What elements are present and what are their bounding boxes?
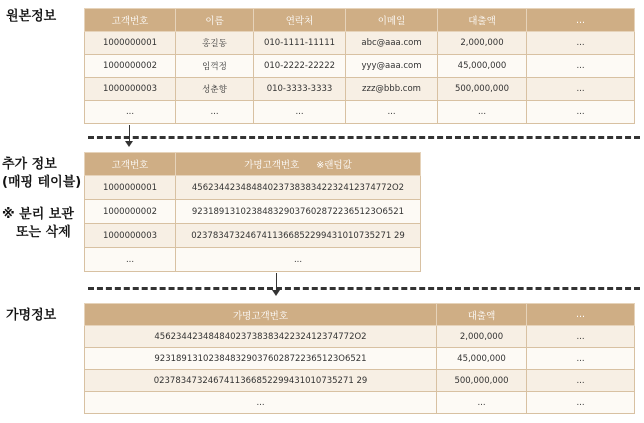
table-row: [85, 348, 635, 370]
table-cell: 성춘향: [176, 78, 254, 101]
table-cell: yyy@aaa.com: [346, 55, 438, 78]
column-header: 이메일: [346, 9, 438, 32]
additional-info-label: 추가 정보: [2, 157, 57, 172]
table-row: [85, 55, 635, 78]
table-cell: ...: [527, 101, 635, 124]
mapping-table: [84, 152, 421, 272]
table-cell: 1000000001: [85, 32, 176, 55]
table-cell: 45,000,000: [437, 348, 527, 370]
dashed-separator: [88, 136, 640, 139]
table-cell: 1000000002: [85, 55, 176, 78]
table-cell: 500,000,000: [437, 370, 527, 392]
table-cell: ...: [254, 101, 346, 124]
table-row: [85, 224, 421, 248]
mapping-table-label: (매핑 테이블): [2, 175, 82, 190]
arrow-down-icon: [272, 290, 280, 296]
table-cell: abc@aaa.com: [346, 32, 438, 55]
column-header: 고객번호: [85, 153, 176, 176]
table-cell: ...: [85, 101, 176, 124]
table-row: [85, 392, 635, 414]
table-cell: 1000000003: [85, 224, 176, 248]
table-cell: ...: [85, 392, 437, 414]
separate-storage-label: ※ 분리 보관: [2, 207, 74, 222]
table-cell: 45,000,000: [438, 55, 527, 78]
random-value-note: ※랜덤값: [316, 160, 352, 171]
table-row: [85, 370, 635, 392]
table-row: [85, 200, 421, 224]
table-cell: 4562344234848402373838342232412374772O2: [176, 176, 421, 200]
column-header: 연락처: [254, 9, 346, 32]
table-cell: 2,000,000: [437, 326, 527, 348]
table-row: [85, 248, 421, 272]
table-cell: ...: [527, 55, 635, 78]
table-row: [85, 176, 421, 200]
pseudonym-table-header: [85, 304, 635, 326]
table-cell: ...: [527, 78, 635, 101]
table-row: [85, 326, 635, 348]
original-info-label: 원본정보: [6, 9, 57, 24]
table-cell: 010-3333-3333: [254, 78, 346, 101]
table-cell: ...: [527, 370, 635, 392]
column-header: ...: [527, 9, 635, 32]
table-cell: 010-2222-22222: [254, 55, 346, 78]
table-cell: 4562344234848402373838342232412374772O2: [85, 326, 437, 348]
column-header: 이름: [176, 9, 254, 32]
table-cell: zzz@bbb.com: [346, 78, 438, 101]
column-header: 대출액: [437, 304, 527, 326]
column-header: 가명고객번호: [85, 304, 437, 326]
column-header: [176, 153, 421, 176]
table-cell: 임꺽정: [176, 55, 254, 78]
table-cell: ...: [527, 32, 635, 55]
table-cell: 1000000001: [85, 176, 176, 200]
table-cell: 9231891310238483290376028722365123O6521: [176, 200, 421, 224]
table-cell: 1000000003: [85, 78, 176, 101]
column-header: ...: [527, 304, 635, 326]
table-cell: 홍길동: [176, 32, 254, 55]
table-cell: 2,000,000: [438, 32, 527, 55]
table-cell: ...: [437, 392, 527, 414]
table-cell: 0237834732467411366852299431010735271 29: [85, 370, 437, 392]
table-cell: 500,000,000: [438, 78, 527, 101]
table-cell: ...: [176, 248, 421, 272]
arrow-down-icon: [125, 141, 133, 147]
table-cell: ...: [527, 326, 635, 348]
table-cell: ...: [527, 348, 635, 370]
table-cell: 0237834732467411366852299431010735271 29: [176, 224, 421, 248]
table-cell: 9231891310238483290376028722365123O6521: [85, 348, 437, 370]
table-cell: ...: [85, 248, 176, 272]
column-header: 대출액: [438, 9, 527, 32]
table-row: [85, 32, 635, 55]
original-table: [84, 8, 635, 124]
table-cell: ...: [176, 101, 254, 124]
table-cell: ...: [346, 101, 438, 124]
table-cell: 010-1111-11111: [254, 32, 346, 55]
column-header-label: 가명고객번호: [244, 160, 300, 171]
table-cell: 1000000002: [85, 200, 176, 224]
or-delete-label: 또는 삭제: [16, 225, 71, 240]
mapping-table-header: [85, 153, 421, 176]
column-header: 고객번호: [85, 9, 176, 32]
table-cell: ...: [438, 101, 527, 124]
table-row: [85, 101, 635, 124]
dashed-separator: [88, 287, 640, 290]
pseudonym-table: [84, 303, 635, 414]
table-row: [85, 78, 635, 101]
pseudonym-info-label: 가명정보: [6, 308, 57, 323]
original-table-header: [85, 9, 635, 32]
table-cell: ...: [527, 392, 635, 414]
